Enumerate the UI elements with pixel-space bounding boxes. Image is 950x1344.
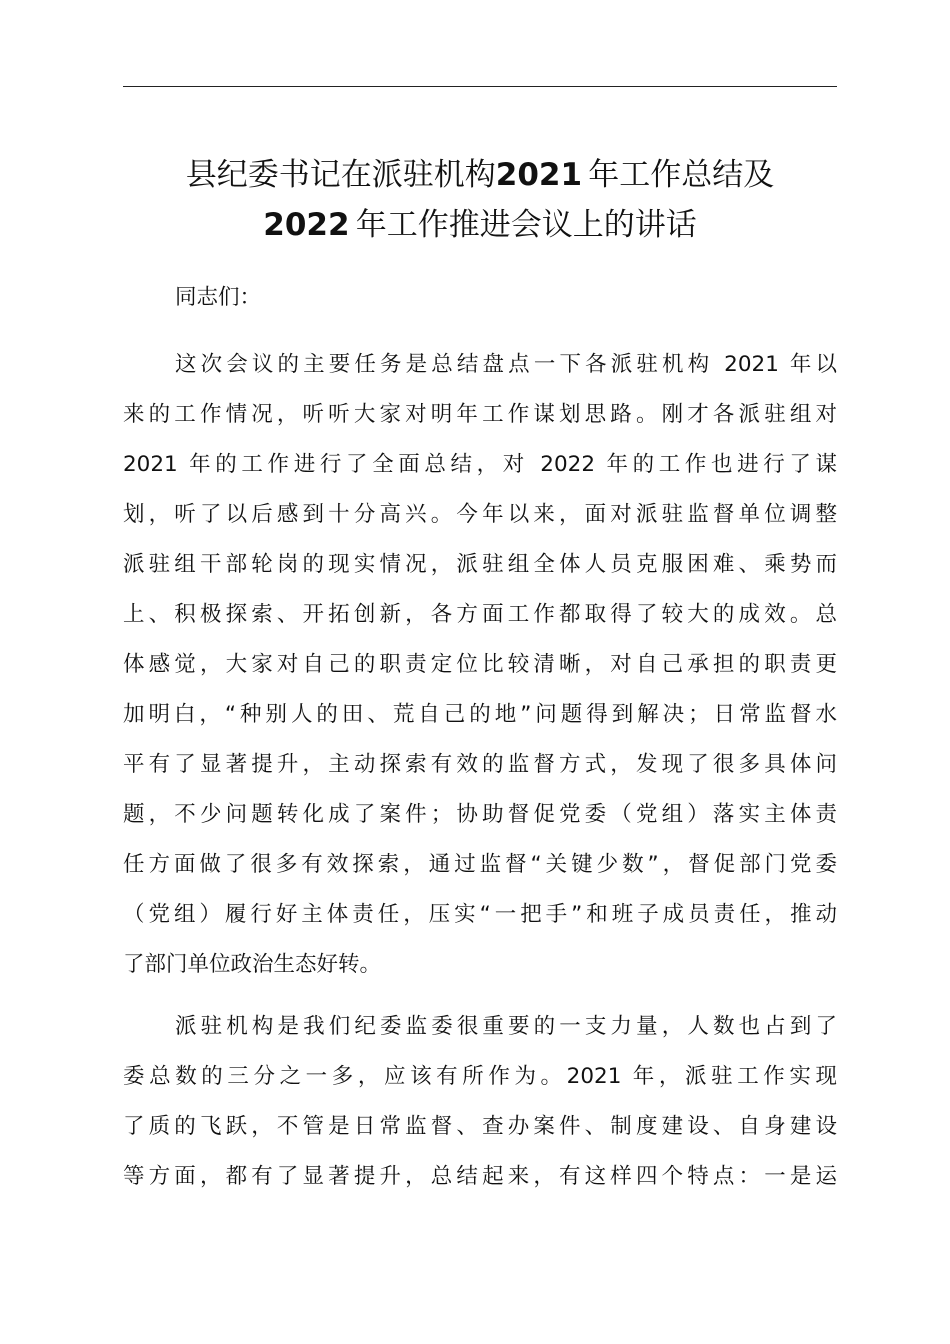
salutation-text: 同志们：	[175, 285, 262, 310]
paragraph-line: 派驻机构是我们纪委监委很重要的一支力量，人数也占到了	[175, 1014, 837, 1039]
paragraph-line: 上、积极探索、开拓创新，各方面工作都取得了较大的成效。总	[123, 602, 837, 627]
paragraph-line: 委总数的三分之一多，应该有所作为。2021 年，派驻工作实现	[123, 1064, 837, 1089]
title-line2-year: 2022	[263, 207, 350, 243]
paragraph-line: 加明白，“种别人的田、荒自己的地”问题得到解决；日常监督水	[123, 702, 837, 727]
paragraph-line: 划，听了以后感到十分高兴。今年以来，面对派驻监督单位调整	[123, 502, 837, 527]
paragraph-line: 任方面做了很多有效探索，通过监督“关键少数”，督促部门党委	[123, 852, 837, 877]
paragraph-line: 来的工作情况，听听大家对明年工作谋划思路。刚才各派驻组对	[123, 402, 837, 427]
title-line-1	[100, 150, 860, 200]
salutation	[123, 273, 837, 323]
paragraph-line: （党组）履行好主体责任，压实“一把手”和班子成员责任，推动	[123, 902, 837, 927]
document-title	[100, 150, 860, 250]
header-rule	[123, 86, 837, 87]
paragraph-1	[123, 340, 837, 990]
paragraph-line: 题，不少问题转化成了案件；协助督促党委（党组）落实主体责	[123, 802, 837, 827]
paragraph-2	[123, 1002, 837, 1202]
title-line-2	[100, 200, 860, 250]
paragraph-line: 2021 年的工作进行了全面总结，对 2022 年的工作也进行了谋	[123, 452, 837, 477]
paragraph-line: 这次会议的主要任务是总结盘点一下各派驻机构 2021 年以	[175, 352, 837, 377]
paragraph-line: 派驻组干部轮岗的现实情况，派驻组全体人员克服困难、乘势而	[123, 552, 837, 577]
paragraph-line: 体感觉，大家对自己的职责定位比较清晰，对自己承担的职责更	[123, 652, 837, 677]
paragraph-line: 平有了显著提升，主动探索有效的监督方式，发现了很多具体问	[123, 752, 837, 777]
title-line2-suffix: 年工作推进会议上的讲话	[355, 207, 697, 243]
paragraph-line: 了质的飞跃，不管是日常监督、查办案件、制度建设、自身建设	[123, 1114, 837, 1139]
title-line1-prefix: 县纪委书记在派驻机构	[185, 157, 496, 193]
title-line1-suffix: 年工作总结及	[588, 157, 775, 193]
paragraph-line: 等方面，都有了显著提升，总结起来，有这样四个特点：一是运	[123, 1164, 837, 1189]
paragraph-line: 了部门单位政治生态好转。	[123, 952, 382, 977]
title-line1-year: 2021	[495, 157, 583, 193]
